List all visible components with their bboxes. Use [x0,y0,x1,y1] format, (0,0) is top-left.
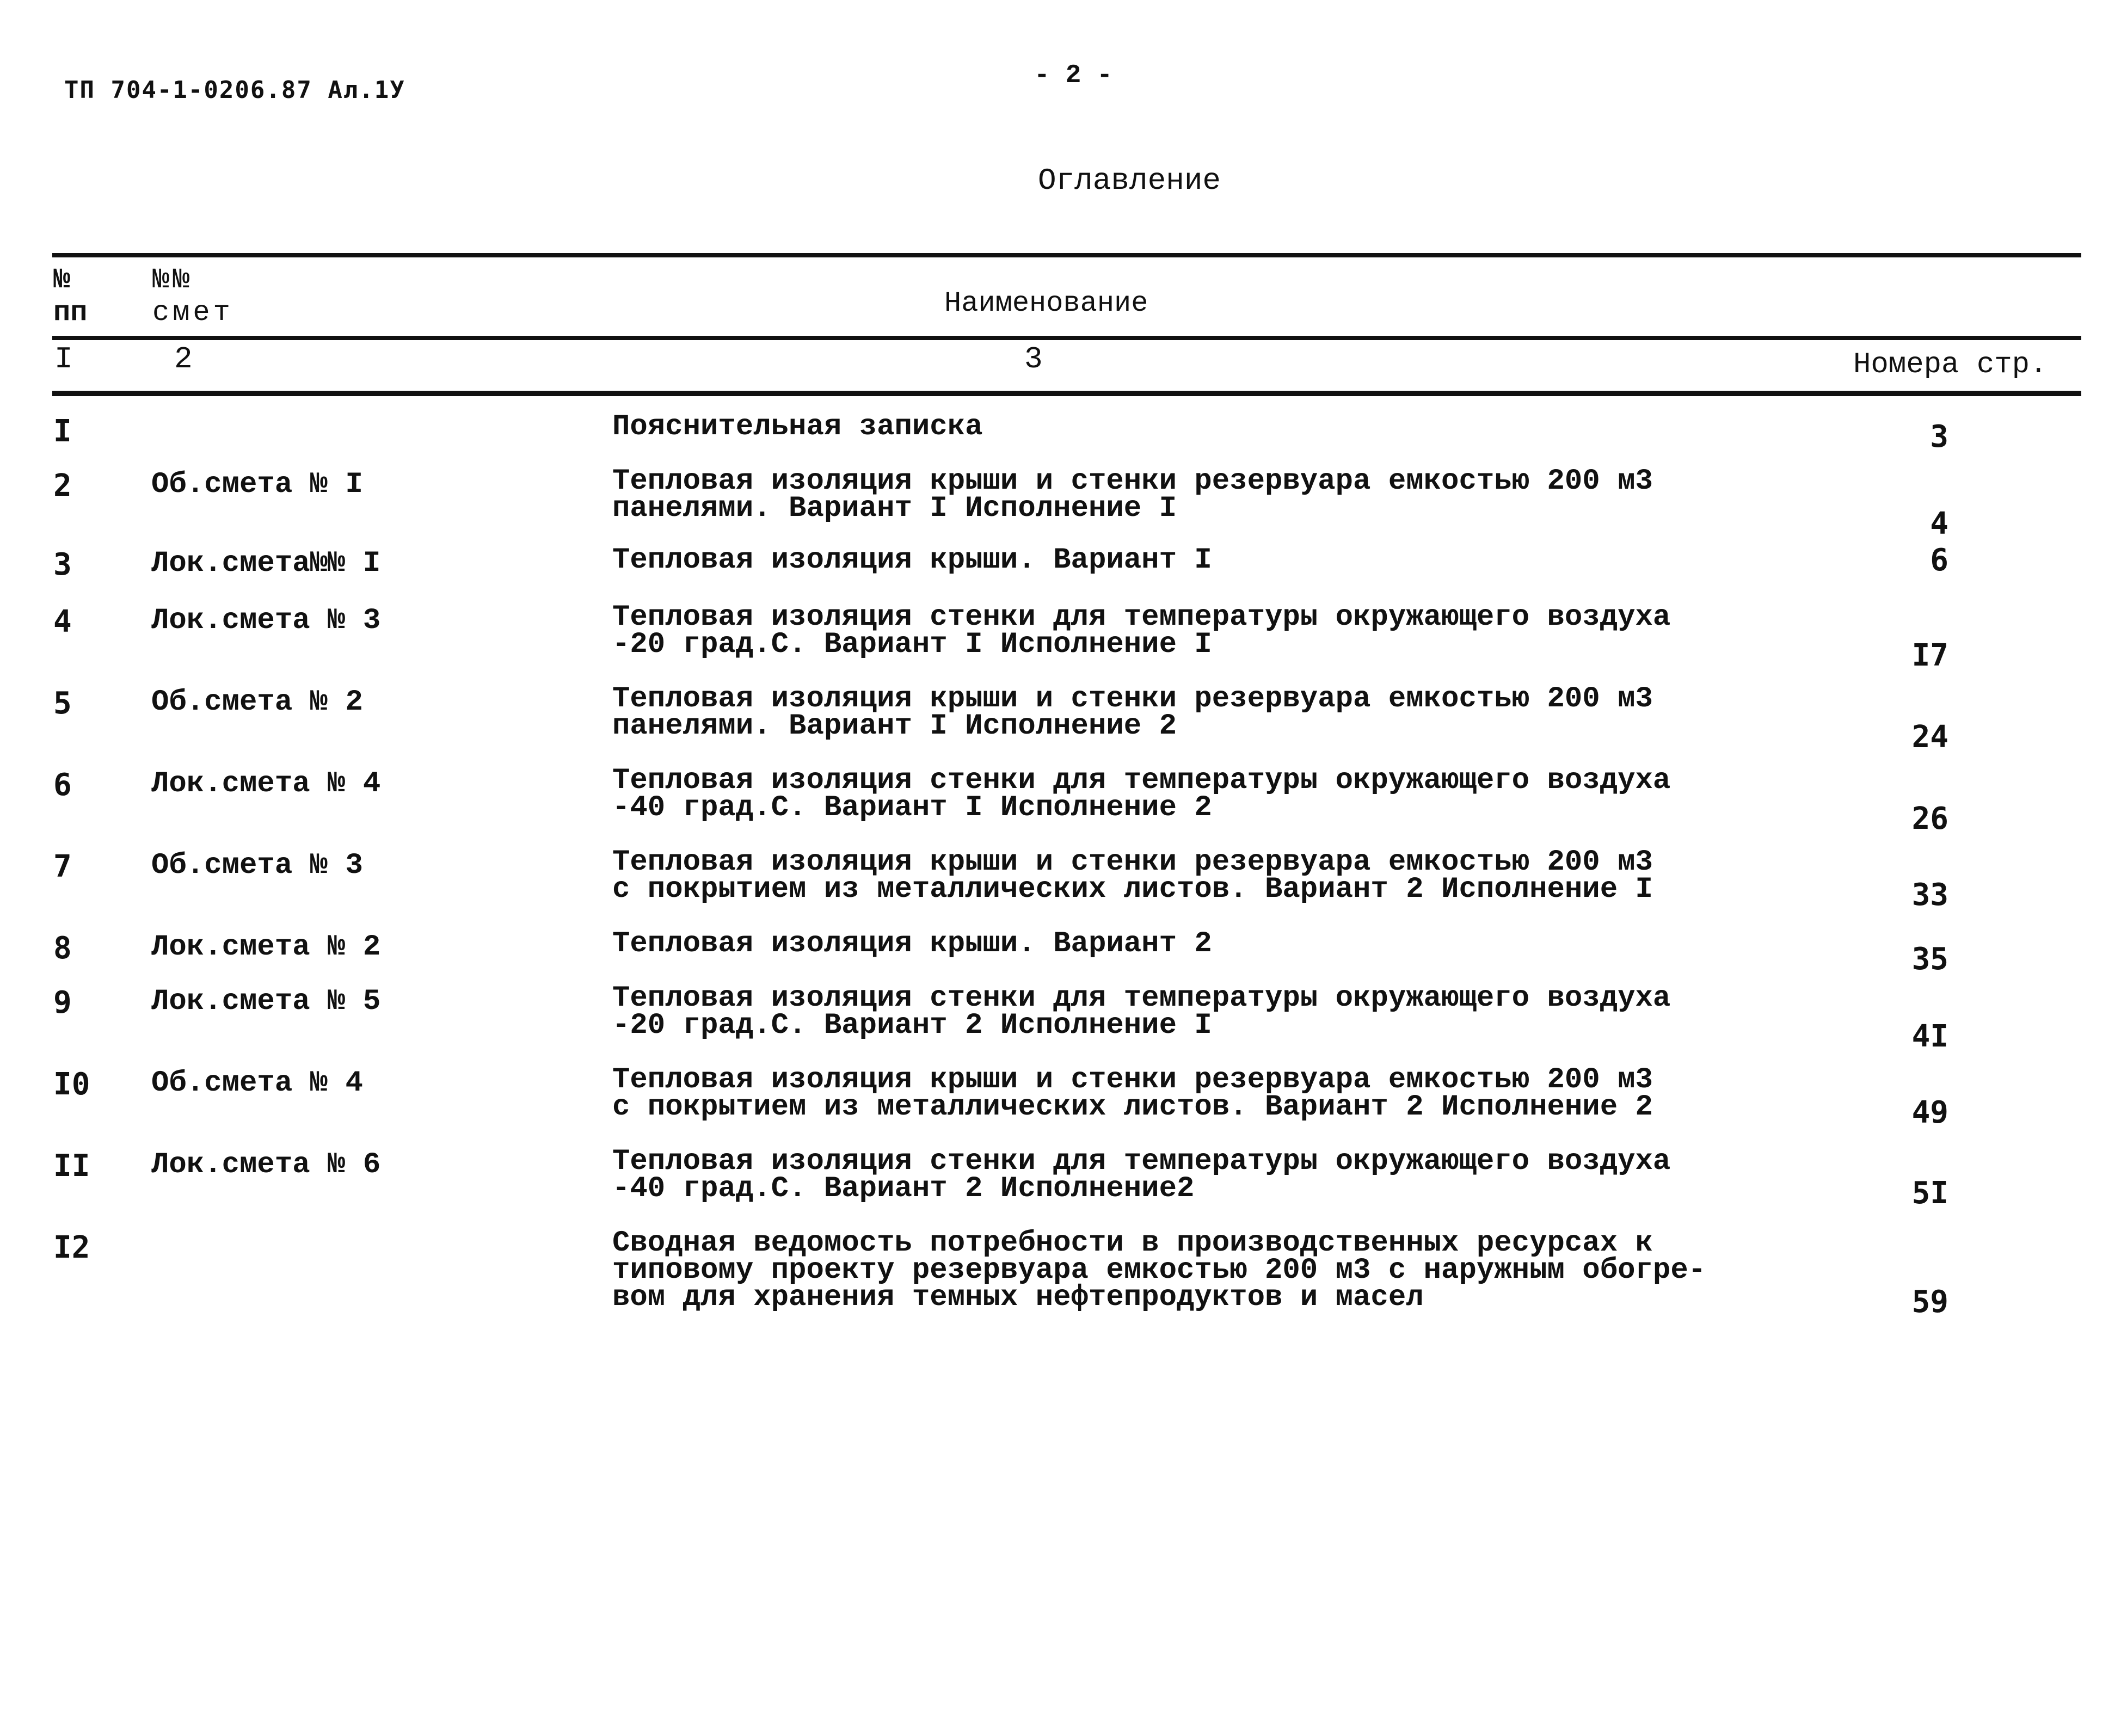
row-page: 4 [1930,506,1948,541]
row-title: Тепловая изоляция стенки для температуры окружающего воздуха -20 град.С. Вариант I Исполнение I [612,601,1671,661]
row-number: 2 [53,468,72,503]
row-title: Тепловая изоляция стенки для температуры окружающего воздуха -40 град.С. Вариант I Исполнение 2 [612,764,1671,824]
row-number: I2 [53,1230,90,1265]
row-number: 5 [53,686,72,721]
row-page: 24 [1911,719,1948,755]
column-header-number-line1: № [53,264,71,296]
row-number: I [53,414,72,449]
row-number: I0 [53,1067,90,1102]
row-title: Пояснительная записка [612,410,983,444]
page-title: Оглавление [1037,163,1221,198]
row-page: 4I [1911,1019,1948,1054]
row-page: 49 [1911,1095,1948,1130]
row-number: 7 [53,849,72,884]
row-page: I7 [1911,638,1948,673]
row-title: Тепловая изоляция крыши. Вариант I [612,544,1212,577]
table-top-rule [52,253,2081,257]
row-page: 26 [1911,801,1948,836]
header-bottom-rule [52,391,2081,396]
column-number-2: 2 [174,342,193,377]
row-title: Тепловая изоляция крыши и стенки резервуара емкостью 200 м3 панелями. Вариант I Исполнение 2 [612,682,1653,743]
row-title: Тепловая изоляция крыши и стенки резервуара емкостью 200 м3 с покрытием из металлических листов. Вариант 2 Исполнение 2 [612,1063,1653,1124]
row-estimate: Лок.смета № 4 [151,767,381,801]
row-estimate: Лок.смета № 2 [151,931,381,964]
row-page: 5I [1911,1175,1948,1211]
row-number: 3 [53,547,72,582]
row-title: Сводная ведомость потребности в производственных ресурсах к типовому проекту резервуара емкостью 200 м3 с наружным обогре- вом для хранения темных нефтепродуктов и масел [612,1227,1706,1314]
row-number: 4 [53,604,72,639]
row-estimate: Об.смета № 2 [151,686,363,719]
column-header-name: Наименование [944,287,1148,319]
row-number: 8 [53,931,72,966]
row-estimate: Лок.смета № 3 [151,604,381,637]
row-estimate: Лок.смета № 5 [151,985,381,1018]
column-number-1: I [54,342,73,377]
row-estimate: Лок.смета№№ I [151,547,381,580]
row-page: 59 [1911,1284,1948,1320]
column-header-number [53,264,87,329]
column-header-estimate-line2: смет [152,297,233,329]
row-number: II [53,1148,90,1184]
page-number: - 2 - [1034,61,1113,90]
column-number-3: 3 [1024,342,1043,377]
row-page: 6 [1930,543,1948,578]
row-title: Тепловая изоляция крыши и стенки резервуара емкостью 200 м3 с покрытием из металлических листов. Вариант 2 Исполнение I [612,846,1653,906]
document-code: ТП 704-1-0206.87 Ал.1У [64,76,405,104]
row-number: 9 [53,985,72,1020]
row-page: 33 [1911,877,1948,913]
row-estimate: Об.смета № 3 [151,849,363,882]
row-estimate: Лок.смета № 6 [151,1148,381,1181]
row-title: Тепловая изоляция стенки для температуры окружающего воздуха -20 град.С. Вариант 2 Исполнение I [612,982,1671,1042]
row-number: 6 [53,767,72,803]
row-page: 35 [1911,941,1948,977]
header-divider-rule [52,336,2081,340]
row-estimate: Об.смета № 4 [151,1067,363,1100]
row-title: Тепловая изоляция крыши и стенки резервуара емкостью 200 м3 панелями. Вариант I Исполнение I [612,465,1653,525]
row-title: Тепловая изоляция крыши. Вариант 2 [612,927,1212,961]
row-page: 3 [1930,419,1948,454]
column-header-number-line2: пп [53,297,88,329]
row-estimate: Об.смета № I [151,468,363,501]
column-header-estimate [152,264,233,329]
column-header-estimate-line1: №№ [152,264,193,296]
column-header-pages: Номера стр. [1853,348,2048,381]
row-title: Тепловая изоляция стенки для температуры окружающего воздуха -40 град.С. Вариант 2 Исполнение2 [612,1145,1671,1205]
